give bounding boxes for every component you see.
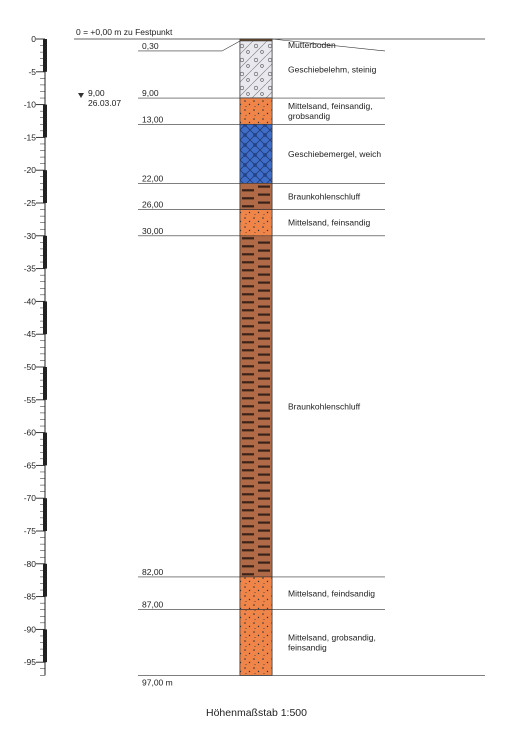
scale-tick-label: -25 xyxy=(23,198,36,208)
scale-tick-label: -90 xyxy=(23,624,36,635)
scale-tick-label: -15 xyxy=(23,132,36,143)
scale-tick-label: -60 xyxy=(23,427,36,438)
layer-fill-marl xyxy=(240,124,272,183)
scale-segment xyxy=(43,498,47,531)
layer-fill-lignite xyxy=(240,183,272,209)
scale-tick-label: -65 xyxy=(23,460,36,471)
groundwater-date: 26.03.07 xyxy=(88,98,122,109)
layer-depth-label: 13,00 xyxy=(142,114,164,125)
scale-tick-label: -20 xyxy=(23,165,36,176)
scale-tick-label: -75 xyxy=(23,526,36,536)
layer-description: Mittelsand, feindsandig xyxy=(288,588,375,599)
scale-segment xyxy=(43,367,47,400)
scale-segment xyxy=(43,236,47,269)
layer-depth-label: 9,00 xyxy=(142,88,159,99)
layer-depth-label: 82,00 xyxy=(142,566,164,577)
layer-description: Geschiebemergel, weich xyxy=(288,148,382,159)
scale-tick-label: -30 xyxy=(23,230,36,241)
layer-description: Mittelsand, feinsandig xyxy=(288,217,371,228)
scale-tick-label: -35 xyxy=(23,263,36,274)
groundwater-marker xyxy=(78,88,121,108)
groundwater-triangle-icon xyxy=(78,93,84,98)
scale-tick-label: -80 xyxy=(23,558,36,569)
scale-tick-label: -55 xyxy=(23,394,36,405)
borehole-column xyxy=(138,39,485,687)
scale-segment xyxy=(43,564,47,597)
scale-tick-label: -10 xyxy=(23,99,36,110)
layer-fill-sand xyxy=(240,610,272,676)
scale-tick-label: -45 xyxy=(23,329,36,340)
layer-depth-label: 97,00 m xyxy=(142,677,173,688)
layer-description: Geschiebelehm, steinig xyxy=(288,64,377,75)
scale-segment xyxy=(43,39,47,72)
layer-description: Mittelsand, grobsandig, feinsandig xyxy=(288,632,376,653)
layer-depth-label: 26,00 xyxy=(142,199,164,210)
scale-segment xyxy=(43,629,47,662)
layer-depth-label: 22,00 xyxy=(142,173,164,184)
layer-description: Braunkohlenschluff xyxy=(288,191,361,202)
layer-fill-till xyxy=(240,41,272,98)
layer-description: Mittelsand, feinsandig, grobsandig xyxy=(288,101,373,122)
scale-tick-label: -95 xyxy=(23,657,36,668)
scale-segment xyxy=(43,433,47,466)
scale-segment xyxy=(43,105,47,138)
datum-label: 0 = +0,00 m zu Festpunkt xyxy=(76,27,173,37)
layer-fill-lignite xyxy=(240,236,272,577)
scale-tick-label: -50 xyxy=(23,362,36,372)
scale-tick-label: 0 xyxy=(31,34,36,44)
layer-description: Mutterboden xyxy=(288,40,336,50)
scale-tick-label: -40 xyxy=(23,296,36,307)
layer-depth-label: 30,00 xyxy=(142,225,164,236)
layer-depth-label: 87,00 xyxy=(142,599,164,610)
layer-description: Braunkohlenschluff xyxy=(288,401,361,412)
scale-tick-label: -70 xyxy=(23,493,36,504)
groundwater-depth: 9,00 xyxy=(88,88,105,99)
scale-tick-label: -85 xyxy=(23,591,36,602)
scale-tick-label: -5 xyxy=(28,66,36,77)
scale-segment xyxy=(43,170,47,203)
layer-depth-label: 0,30 xyxy=(142,40,159,51)
depth-scale xyxy=(24,34,47,675)
layer-fill-sand xyxy=(240,577,272,610)
layer-fill-sand xyxy=(240,210,272,236)
scale-segment xyxy=(43,301,47,334)
scale-caption: Höhenmaßstab 1:500 xyxy=(206,707,307,719)
layer-fill-sand xyxy=(240,98,272,124)
